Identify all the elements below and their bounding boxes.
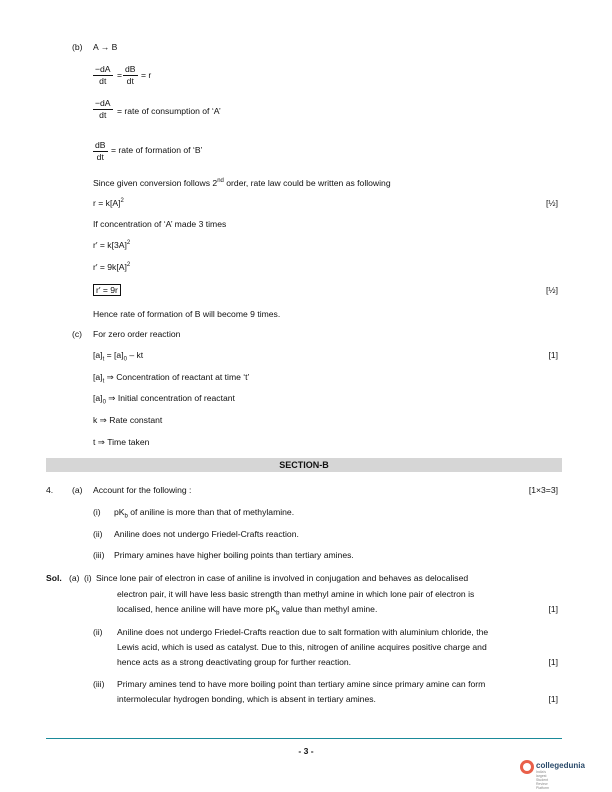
second-order-statement: Since given conversion follows 2nd order, rate law could be written as following (93, 178, 391, 188)
logo-text: collegedunia (536, 761, 585, 770)
formation-text: = rate of formation of ‘B’ (111, 145, 203, 155)
zero-order-equation: $[a]_t = [a]_0$ – kt (93, 350, 144, 363)
definition-t: t ⇒ Time taken (93, 437, 150, 447)
question-item: $pK_b$ of aniline is more than that of methylamine. (114, 507, 295, 520)
consumption-fraction: $\frac{-dA}{dt}$ (95, 98, 111, 120)
question-item-num: (i) (93, 507, 101, 517)
solution-1-mark: [1] (548, 604, 558, 614)
mark-one-c: [1] (548, 350, 558, 360)
solution-part: (a) (69, 573, 80, 583)
solution-1-line3: localised, hence aniline will have more $pK_b$ value than methyl amine. (117, 604, 378, 617)
concentration-tripled: If concentration of ‘A’ made 3 times (93, 219, 227, 229)
solution-3-mark: [1] (548, 694, 558, 704)
solution-3-line1: Primary amines tend to have more boiling point than tertiary amine since primary amine can form (117, 679, 486, 689)
rate-law: $r = k[A]^2$ (93, 198, 124, 208)
question-item-num: (iii) (93, 550, 105, 560)
solution-2-mark: [1] (548, 657, 558, 667)
solution-label: Sol. (46, 573, 62, 583)
part-b-label: (b) (72, 42, 83, 52)
solution-2-num: (ii) (93, 627, 103, 637)
question-item-num: (ii) (93, 529, 103, 539)
mark-half-2: [½] (546, 285, 558, 295)
question-number: 4. (46, 485, 54, 495)
question-item: Aniline does not undergo Friedel-Crafts reaction. (114, 529, 299, 539)
rate-fraction-b: $\frac{dB}{dt}$ (125, 64, 136, 86)
equals-sign: = (117, 70, 123, 80)
reaction: A → B (93, 42, 118, 52)
solution-3-line2: intermolecular hydrogen bonding, which is absent in tertiary amines. (117, 694, 376, 704)
part-c-label: (c) (72, 329, 83, 339)
formation-fraction: $\frac{dB}{dt}$ (95, 140, 106, 162)
question-part-label: (a) (72, 485, 83, 495)
section-b-heading: SECTION-B (46, 458, 562, 472)
solution-2-line1: Aniline does not undergo Friedel-Crafts reaction due to salt formation with aluminium chloride, the (117, 627, 489, 637)
question-prompt: Account for the following : (93, 485, 192, 495)
definition-at: $[a]_t$ ⇒ Concentration of reactant at time ‘t’ (93, 372, 250, 385)
solution-1-line1: Since lone pair of electron in case of aniline is involved in conjugation and behaves as delocalised (96, 573, 469, 583)
definition-a0: $[a]_0$ ⇒ Initial concentration of reactant (93, 393, 235, 406)
logo-tagline: India's largest Student Review Platform (536, 770, 550, 790)
r-prime-eq2: $r' = 9k[A]^2$ (93, 262, 131, 272)
definition-k: k ⇒ Rate constant (93, 415, 163, 425)
mark-half-1: [½] (546, 198, 558, 208)
consumption-text: = rate of consumption of ‘A’ (117, 106, 221, 116)
solution-3-num: (iii) (93, 679, 105, 689)
footer-divider (46, 738, 562, 739)
solution-1-num: (i) (84, 573, 92, 583)
page-number: - 3 - (298, 746, 314, 756)
boxed-result: r′ = 9r (93, 284, 121, 296)
solution-2-line3: hence acts as a strong deactivating group for further reaction. (117, 657, 352, 667)
part-b-conclusion: Hence rate of formation of B will become 9 times. (93, 309, 281, 319)
r-prime-eq1: $r' = k[3A]^2$ (93, 240, 131, 250)
solution-2-line2: Lewis acid, which is used as catalyst. Due to this, nitrogen of aniline acquires positive charge and (117, 642, 487, 652)
part-c-heading: For zero order reaction (93, 329, 181, 339)
logo-icon (520, 760, 534, 774)
question-marks: [1×3=3] (528, 485, 558, 495)
question-item: Primary amines have higher boiling points than tertiary amines. (114, 550, 354, 560)
rate-r: = r (141, 70, 152, 80)
solution-1-line2: electron pair, it will have less basic strength than methyl amine in which lone pair of electron is (117, 589, 475, 599)
rate-fraction-a: $\frac{-dA}{dt}$ (95, 64, 111, 86)
